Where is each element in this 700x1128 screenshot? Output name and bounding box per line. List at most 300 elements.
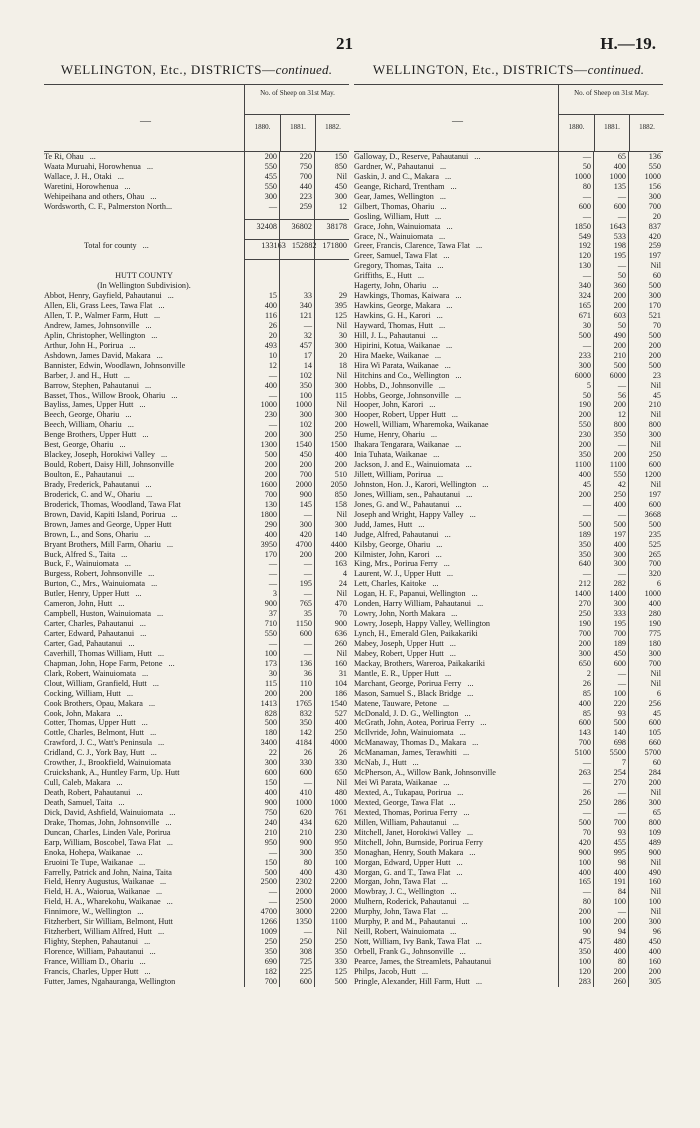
sheep-count-1882: Nil (650, 261, 661, 271)
owner-name (354, 858, 558, 868)
table-row (44, 500, 349, 510)
sheep-count-1880: 500 (578, 519, 591, 529)
sheep-count-1880: 420 (578, 837, 591, 847)
owner-name (354, 480, 558, 490)
sheep-count-1880: 250 (264, 937, 277, 947)
sheep-count-1881: 270 (613, 778, 626, 788)
table-body (354, 152, 663, 987)
table-row (44, 559, 349, 569)
sheep-count-1882: 400 (334, 718, 347, 728)
table-row (44, 172, 349, 182)
sheep-count-1880: 350 (578, 450, 591, 460)
leader-dots: ... (449, 638, 456, 648)
leader-dots: ... (169, 807, 176, 817)
owner-name (44, 818, 244, 828)
sheep-count-1882: Nil (336, 400, 347, 410)
sheep-count-1881: — (617, 569, 626, 579)
sheep-count-1882: 284 (648, 768, 661, 778)
table-row (354, 679, 663, 689)
sheep-count-1880: 1000 (260, 400, 277, 410)
owner-name (354, 341, 558, 351)
leader-dots: ... (456, 867, 463, 877)
owner-name (354, 758, 558, 768)
owner-name (44, 679, 244, 689)
leader-dots: ... (151, 330, 158, 340)
table-row (354, 341, 663, 351)
sheep-count-1880: 190 (578, 400, 591, 410)
owner-name-text: Grace, John, Wainuiomata (354, 221, 441, 231)
leader-dots: ... (171, 509, 178, 519)
owner-name (44, 261, 244, 271)
table-row (354, 858, 663, 868)
sheep-count-1880: 80 (582, 897, 591, 907)
owner-name (44, 748, 244, 758)
owner-name (44, 887, 244, 897)
sheep-count-1880: 500 (264, 450, 277, 460)
leader-dots: ... (165, 817, 172, 827)
sheep-count-1881: 533 (613, 231, 626, 241)
owner-name-text: Boulton, E., Pahautanui (44, 470, 123, 479)
sheep-count-1880: 120 (578, 251, 591, 261)
sheep-count-1882: Nil (336, 171, 347, 181)
owner-name (44, 559, 244, 569)
owner-name (354, 788, 558, 798)
table-row (354, 251, 663, 261)
owner-name (354, 192, 558, 202)
sheep-count-1882: 104 (334, 678, 347, 688)
owner-name (44, 500, 244, 510)
owner-name-text: Fitzherbert, Sir William, Belmont, Hutt (44, 917, 173, 927)
sheep-count-1882: 950 (334, 837, 347, 847)
table-row (44, 718, 349, 728)
owner-name (354, 718, 558, 728)
sheep-count-1880: 2 (586, 668, 591, 678)
owner-name-text: Florence, William, Pahautanui (44, 947, 144, 956)
sheep-count-1880: 50 (582, 161, 591, 171)
owner-name-text: Mitchell, John, Burnside, Porirua Ferry (354, 837, 483, 847)
owner-name (354, 967, 558, 977)
owner-name (44, 331, 244, 341)
year-header: 1882. (315, 115, 350, 151)
owner-name-text: Beech, William, Ohariu (44, 420, 122, 430)
sheep-count-1880: 20 (268, 330, 277, 340)
sheep-count-1882: 4 (342, 569, 347, 579)
table-row (44, 659, 349, 669)
owner-name (354, 957, 558, 967)
leader-dots: ... (166, 837, 173, 847)
sheep-count-1880: 270 (578, 599, 591, 609)
sheep-count-1882: 1540 (330, 698, 347, 708)
owner-name-text: Joseph and Wright, Happy Valley (354, 509, 464, 519)
sheep-count-1882: 430 (334, 867, 347, 877)
sheep-count-1882: 800 (648, 420, 661, 430)
table-row (354, 400, 663, 410)
sheep-count-1881: 210 (299, 827, 312, 837)
sheep-count-1881 (279, 271, 314, 281)
owner-name (354, 887, 558, 897)
sheep-count-1881: 5500 (609, 748, 626, 758)
sheep-count-1880: — (268, 201, 277, 211)
sheep-count-1882: 650 (334, 768, 347, 778)
sheep-count-1880: 750 (264, 807, 277, 817)
sheep-count-1880: — (268, 579, 277, 589)
table-row (354, 460, 663, 470)
sheep-count-1880: 600 (578, 718, 591, 728)
sheep-count-1881: — (303, 569, 312, 579)
table-row (44, 748, 349, 758)
leader-dots: ... (449, 648, 456, 658)
owner-name-text: Crawford, J. C., Watt's Peninsula (44, 738, 153, 748)
sheep-count-1881: 200 (613, 340, 626, 350)
sheep-count-1880: 45 (582, 479, 591, 489)
leader-dots: ... (157, 927, 165, 937)
sheep-count-1882: 500 (648, 519, 661, 529)
owner-name (44, 450, 244, 460)
sheep-count-1882: 250 (648, 450, 661, 460)
sheep-count-1882: 850 (334, 161, 347, 171)
owner-name-text: Mackay, Brothers, Wareroa, Paikakariki (354, 658, 485, 668)
owner-name-text: Laurent, W. J., Upper Hutt (354, 569, 441, 579)
sheep-count-1882: 170 (648, 301, 661, 311)
sheep-count-1880: — (582, 152, 591, 161)
sheep-count-1881: 2000 (295, 887, 312, 897)
sheep-count-1880: 22 (268, 748, 277, 758)
owner-name-text: Farrelly, Patrick and John, Naina, Taita (44, 867, 172, 877)
sheep-count-1881: 995 (613, 847, 626, 857)
table-row (44, 540, 349, 550)
sheep-count-1882: 4400 (330, 539, 347, 549)
sheep-count-1880: 3950 (260, 539, 277, 549)
table-row (354, 937, 663, 947)
table-row (354, 848, 663, 858)
sheep-count-1882: 700 (648, 658, 661, 668)
sheep-count-1881: 2500 (295, 897, 312, 907)
owner-name-text: Barber, J. and H., Hutt (44, 370, 118, 380)
table-row (44, 897, 349, 907)
sheep-count-1882 (314, 281, 349, 291)
table-row (354, 639, 663, 649)
leader-dots: ... (148, 569, 155, 579)
leader-dots: ... (159, 877, 167, 887)
owner-name (44, 689, 244, 699)
sheep-count-1880: 182 (264, 966, 277, 976)
owner-name-text: Clout, William, Granfield, Hutt (44, 678, 147, 688)
owner-name-text: Cook, John, Makara (44, 708, 111, 718)
owner-name-text: Fitzherbert, William Alfred, Hutt (44, 927, 152, 937)
sheep-count-1881: 1400 (609, 589, 626, 599)
owner-name (354, 381, 558, 391)
sheep-count-1882: 26 (338, 748, 347, 758)
sheep-count-1880: 250 (578, 609, 591, 619)
owner-name (354, 838, 558, 848)
leader-dots: ... (139, 400, 146, 410)
owner-name-text: Bould, Robert, Daisy Hill, Johnsonville (44, 460, 174, 470)
sheep-count-1881: 1100 (609, 460, 626, 470)
owner-name (354, 470, 558, 480)
owner-name-text: Inia Tuhata, Waikanae (354, 450, 428, 460)
owner-name (354, 738, 558, 748)
sheep-count-1881: 282 (613, 579, 626, 589)
leader-dots: ... (171, 390, 178, 400)
owner-name-text: Best, George, Ohariu (44, 440, 114, 450)
table-row (44, 281, 349, 291)
sheep-count-1880: — (582, 887, 591, 897)
sheep-count-1881: 500 (613, 360, 626, 370)
leader-dots: ... (441, 877, 448, 887)
table-row (44, 450, 349, 460)
owner-name-text: Mantle, E. R., Upper Hutt (354, 668, 440, 678)
leader-dots: ... (123, 370, 130, 380)
sheep-count-1880: 1266 (260, 917, 277, 927)
sheep-count-1881: 200 (613, 301, 626, 311)
table-row (354, 410, 663, 420)
sheep-count-1881: 110 (300, 678, 312, 688)
leader-dots: ... (469, 509, 476, 519)
sheep-count-1880: 1300 (260, 440, 277, 450)
owner-name-text: Arthur, John H., Porirua (44, 340, 124, 350)
leader-dots: ... (166, 897, 173, 907)
table-row (44, 261, 349, 271)
sum-rule (244, 219, 349, 220)
leader-dots: ... (421, 966, 429, 976)
sheep-count-1882: 265 (648, 549, 661, 559)
sum-rule (244, 259, 349, 260)
sheep-count-1881: 254 (613, 768, 626, 778)
leader-dots: ... (145, 479, 152, 489)
owner-name-text: Galloway, D., Reserve, Pahautanui (354, 152, 469, 161)
table-row (354, 550, 663, 560)
owner-name (44, 400, 244, 410)
owner-name-text: Neill, Robert, Wainuiomata (354, 927, 445, 937)
sheep-count-1882: 350 (334, 847, 347, 857)
table-row (354, 321, 663, 331)
owner-name-text: Death, Robert, Pahautanui (44, 788, 131, 797)
sheep-count-1882: 900 (648, 847, 661, 857)
table-row (44, 550, 349, 560)
sheep-count-1881: 600 (613, 201, 626, 211)
owner-name (44, 709, 244, 719)
sheep-count-1882: 230 (334, 827, 347, 837)
sheep-count-1880: 900 (264, 797, 277, 807)
sheep-count-1882: Nil (336, 927, 347, 937)
sheep-count-1880: 200 (578, 440, 591, 450)
leader-dots: ... (437, 261, 444, 271)
sheep-count-1880: 192 (578, 241, 591, 251)
sheep-count-1882: 60 (652, 271, 661, 281)
owner-name (354, 172, 558, 182)
sheep-count-1880: 300 (578, 360, 591, 370)
owner-name (44, 281, 244, 291)
leader-dots: ... (167, 291, 174, 301)
owner-name (354, 937, 558, 947)
leader-dots: ... (433, 450, 440, 460)
owner-name-text: Judd, James, Hutt (354, 519, 413, 529)
sheep-count-1882: 300 (648, 797, 661, 807)
owner-name (354, 808, 558, 818)
table-row (354, 540, 663, 550)
sheep-count-1882: 775 (648, 629, 661, 638)
sheep-count-1882: 197 (648, 489, 661, 499)
table-row (354, 629, 663, 639)
table-row (354, 917, 663, 927)
table-row (354, 490, 663, 500)
sheep-count-1881: 765 (299, 599, 312, 609)
owner-name (354, 728, 558, 738)
table-row (44, 430, 349, 440)
owner-name (44, 510, 244, 520)
owner-name (354, 510, 558, 520)
leader-dots: ... (137, 907, 144, 917)
table-row (44, 927, 349, 937)
sheep-count-1881: — (617, 440, 626, 450)
sheep-count-1882: 400 (334, 450, 347, 460)
document-reference: H.—19. (600, 34, 656, 53)
sheep-count-1880: 710 (264, 619, 277, 629)
leader-dots: ... (128, 470, 135, 479)
leader-dots: ... (466, 827, 474, 837)
table-row (44, 798, 349, 808)
owner-name-text: Cruickshank, A., Huntley Farm, Up. Hutt (44, 768, 180, 778)
sheep-count-1880: 165 (578, 301, 591, 311)
owner-name-text: Allen, T. P., Walmer Farm, Hutt (44, 311, 148, 320)
sheep-count-1882: 850 (334, 489, 347, 499)
leader-dots: ... (465, 460, 472, 470)
table-row (44, 778, 349, 788)
sheep-count-1882: 300 (648, 917, 661, 927)
owner-name-text: McManaway, Thomas D., Makara (354, 738, 467, 748)
table-row (354, 897, 663, 907)
owner-name (44, 907, 244, 917)
owner-name-text: Bannister, Edwin, Woodlawn, Johnsonville (44, 360, 186, 370)
sheep-count-1881: 600 (299, 629, 312, 638)
owner-name-text: Murphy, P. and M., Pahautanui (354, 917, 456, 927)
sheep-count-1880: 26 (268, 320, 277, 330)
owner-name-text: Jackson, J. and E., Wainuiomata (354, 460, 460, 470)
table-row (44, 599, 349, 609)
owner-name-text: Monaghan, Henry, South Makara (354, 847, 464, 857)
owner-name (44, 530, 244, 540)
owner-name-text: Broderick, C. and W., Ohariu (44, 489, 140, 499)
sheep-count-1881: 2000 (295, 479, 312, 489)
leader-dots: ... (144, 966, 151, 976)
leader-dots: ... (431, 330, 438, 340)
sheep-count-1881: 191 (613, 877, 626, 887)
sheep-count-1882: 300 (334, 191, 347, 201)
sheep-count-1881: 300 (613, 599, 626, 609)
sheep-count-1880: 200 (578, 638, 591, 648)
sheep-count-1880: 700 (264, 489, 277, 499)
column-title-text: WELLINGTON, Etc., DISTRICTS— (372, 62, 588, 77)
sheep-count-1881: 700 (299, 171, 312, 181)
owner-name-text: McNab, J., Hutt (354, 758, 407, 768)
owner-name-text: Gilbert, Thomas, Ohariu (354, 201, 435, 211)
sheep-count-1881: 136 (299, 658, 312, 668)
leader-dots: ... (443, 251, 450, 261)
sheep-count-1882: 150 (334, 152, 347, 161)
table-row (44, 490, 349, 500)
sheep-count-1881: — (617, 211, 626, 221)
sheep-count-1882: Nil (336, 589, 347, 599)
sheep-count-1881: 189 (613, 638, 626, 648)
sheep-count-1880: 290 (264, 519, 277, 529)
sheep-count-1882: 761 (334, 807, 347, 817)
sheep-count-1881: 1643 (609, 221, 626, 231)
owner-name-text: Howell, William, Wharemoka, Waikanae (354, 420, 489, 430)
owner-name (44, 410, 244, 420)
owner-name (44, 301, 244, 311)
sheep-count-1880: 1800 (260, 509, 277, 519)
owner-name-text: Crowther, J., Brookfield, Wainuiomata (44, 758, 171, 768)
column-divider (558, 152, 559, 987)
leader-dots: ... (455, 499, 462, 509)
sheep-count-1881: 145 (299, 499, 312, 509)
sheep-count-1880: 3 (272, 589, 277, 599)
table-row (44, 877, 349, 887)
sheep-count-1881: 400 (613, 867, 626, 877)
owner-name-text: Blackey, Joseph, Horokiwi Valley (44, 450, 155, 460)
owner-name (354, 947, 558, 957)
sheep-count-1882: 300 (648, 191, 661, 201)
table-row (44, 569, 349, 579)
sheep-count-1881: 400 (613, 539, 626, 549)
owner-name (44, 212, 244, 222)
sheep-count-1880: 26 (582, 678, 591, 688)
leader-dots: ... (449, 797, 456, 807)
sheep-count-1882: 18 (338, 360, 347, 370)
sheep-count-1881: — (303, 927, 312, 937)
sheep-count-1881: — (303, 638, 312, 648)
leader-dots: ... (157, 648, 164, 658)
owner-name-text: Mexted, A., Tukapau, Porirua (354, 788, 452, 797)
table-row (354, 738, 663, 748)
sheep-count-1881: 142 (299, 728, 312, 738)
owner-name (354, 579, 558, 589)
owner-name-text: Hagerty, John, Ohariu (354, 281, 427, 291)
sheep-count-1882: 105 (648, 728, 661, 738)
sheep-count-1882: 660 (648, 738, 661, 748)
sheep-count-1881: 4700 (295, 539, 312, 549)
sheep-count-1881: 32 (303, 330, 312, 340)
table-row (354, 977, 663, 987)
sheep-count-1881: 750 (299, 161, 312, 171)
owner-name-text: Greer, Samuel, Tawa Flat (354, 251, 438, 261)
sheep-count-1880: — (268, 638, 277, 648)
sheep-count-1881: 50 (617, 320, 626, 330)
sheep-count-1880: 350 (264, 947, 277, 956)
table-row (44, 301, 349, 311)
sheep-count-1881: 35 (303, 609, 312, 619)
column-divider (244, 152, 245, 987)
table-row (44, 410, 349, 420)
sheep-count-1882: 500 (648, 330, 661, 340)
table-row (354, 232, 663, 242)
table-row (44, 738, 349, 748)
owner-name-text: Gear, James, Wellington (354, 191, 434, 201)
table-row (44, 520, 349, 530)
owner-name (354, 321, 558, 331)
sheep-count-1882: 200 (648, 350, 661, 360)
owner-name (44, 947, 244, 957)
leader-dots: ... (412, 758, 419, 768)
leader-dots: ... (116, 778, 123, 788)
sheep-count-1880: 1009 (260, 927, 277, 937)
sheep-count-1881: 17 (303, 350, 312, 360)
owner-name (44, 917, 244, 927)
table-row (354, 927, 663, 937)
sheep-count-1880: 116 (265, 311, 277, 320)
sheep-count-1881: 900 (299, 489, 312, 499)
table-row (44, 887, 349, 897)
